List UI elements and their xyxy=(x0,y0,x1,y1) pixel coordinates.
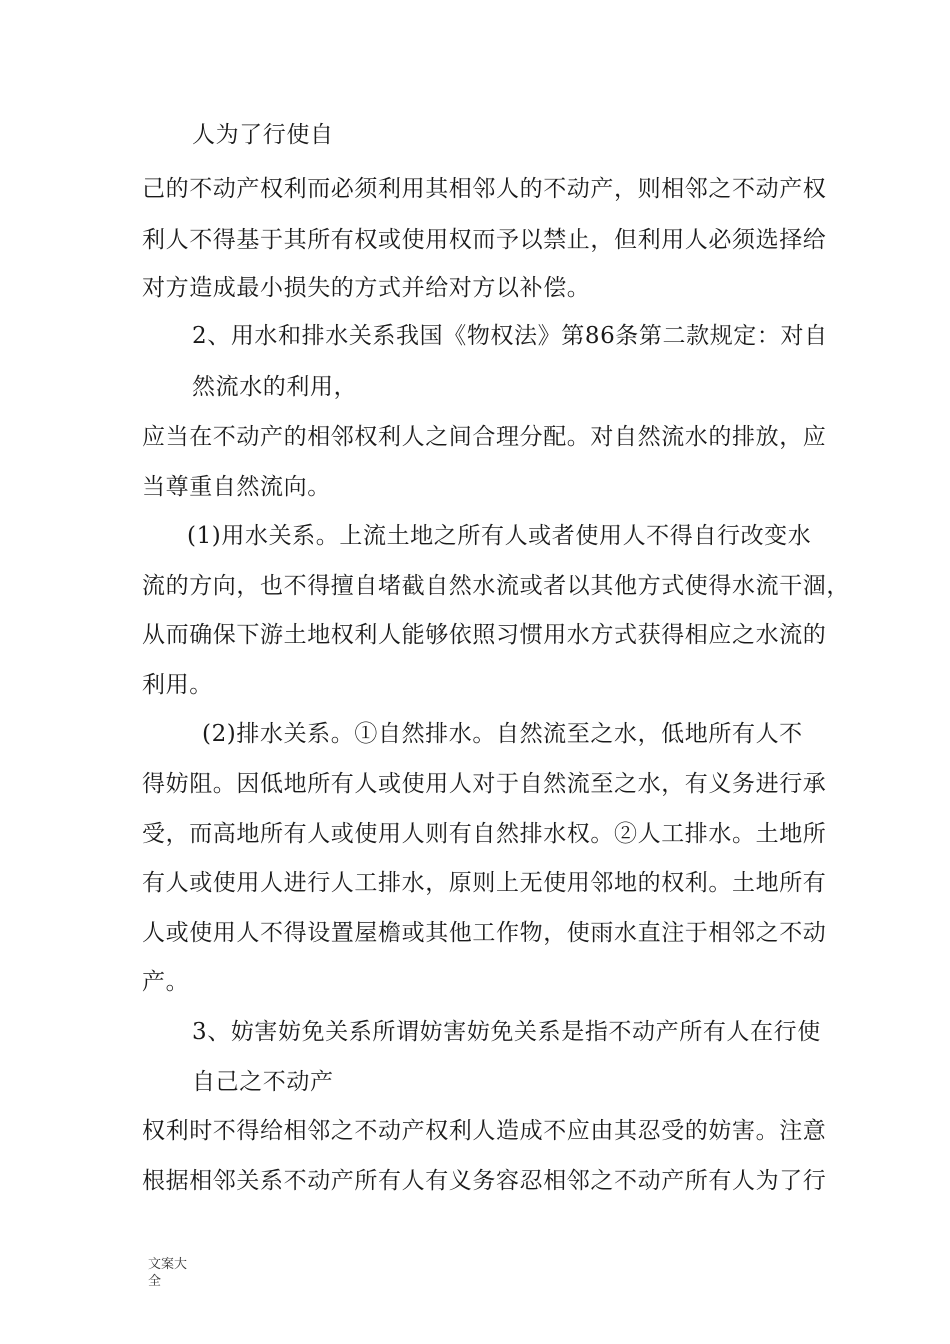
text-line: 人或使用人不得设置屋檐或其他工作物，使雨水直注于相邻之不动 xyxy=(142,920,827,946)
text-line: 得妨阻。因低地所有人或使用人对于自然流至之水，有义务进行承 xyxy=(142,771,827,797)
text-line: 利人不得基于其所有权或使用权而予以禁止，但利用人必须选择给 xyxy=(142,227,827,253)
text-line: 对方造成最小损失的方式并给对方以补偿。 xyxy=(142,275,591,301)
text-line: (1)用水关系。上流土地之所有人或者使用人不得自行改变水 xyxy=(187,523,812,549)
text-line: 从而确保下游土地权利人能够依照习惯用水方式获得相应之水流的 xyxy=(142,622,827,648)
text-line: 产。 xyxy=(142,969,190,995)
text-line: (2)排水关系。①自然排水。自然流至之水，低地所有人不 xyxy=(202,721,803,747)
text-line: 权利时不得给相邻之不动产权利人造成不应由其忍受的妨害。注意 xyxy=(142,1118,827,1144)
text-line: 流的方向，也不得擅自堵截自然水流或者以其他方式使得水流干涸， xyxy=(142,573,850,599)
text-line: 利用。 xyxy=(142,672,213,698)
text-line: 己的不动产权利而必须利用其相邻人的不动产，则相邻之不动产权 xyxy=(142,176,827,202)
text-line: 自己之不动产 xyxy=(192,1069,334,1095)
footer-label: 文案大全 xyxy=(148,1257,188,1289)
text-line: 根据相邻关系不动产所有人有义务容忍相邻之不动产所有人为了行 xyxy=(142,1168,827,1194)
text-line: 有人或使用人进行人工排水，原则上无使用邻地的权利。土地所有 xyxy=(142,870,827,896)
text-line: 2、用水和排水关系我国《物权法》第86条第二款规定：对自 xyxy=(192,323,828,349)
text-line: 人为了行使自 xyxy=(192,122,334,148)
text-line: 受，而高地所有人或使用人则有自然排水权。②人工排水。土地所 xyxy=(142,821,827,847)
text-line: 然流水的利用， xyxy=(192,374,358,400)
text-line: 3、妨害妨免关系所谓妨害妨免关系是指不动产所有人在行使 xyxy=(192,1019,821,1045)
text-line: 当尊重自然流向。 xyxy=(142,474,331,500)
text-line: 应当在不动产的相邻权利人之间合理分配。对自然流水的排放，应 xyxy=(142,424,827,450)
